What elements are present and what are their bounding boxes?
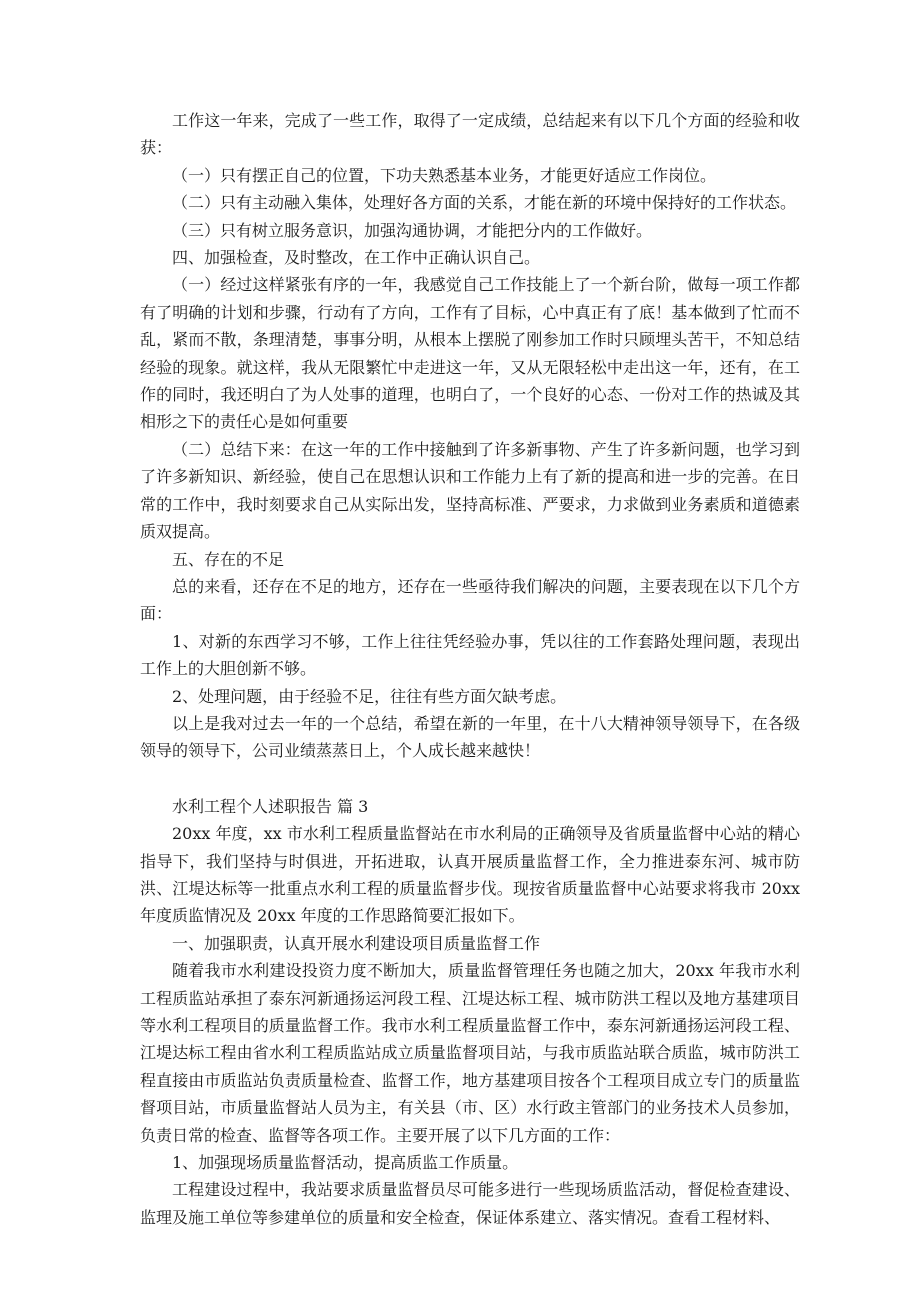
paragraph-five-summary: 总的来看，还存在不足的地方，还存在一些亟待我们解决的问题，主要表现在以下几个方面：: [140, 576, 800, 624]
paragraph-five-2: 2、处理问题，由于经验不足，往往有些方面欠缺考虑。: [172, 686, 567, 706]
heading-one-1: 1、加强现场质量监督活动，提高质监工作质量。: [172, 1153, 519, 1173]
paragraph-four-1: （一）经过这样紧张有序的一年，我感觉自己工作技能上了一个新台阶，做每一项工作都有了明确的计划和步骤，行动有了方向，工作有了目标，心中真正有了底！基本做到了忙而不乱，紧而不散，条理清楚，事事分明，从根本上摆脱了刚参加工作时只顾埋头苦干，不知总结经验的现象。就这样，我从无限繁忙中走进这一年，又从无限轻松中走出这一年，还有，在工作的同时，我还明白了为人处事的道理，也明白了，一个良好的心态、一份对工作的热诚及其相形之下的责任心是如何重要: [140, 275, 800, 432]
document-page: [140, 107, 800, 1231]
heading-four: 四、加强检查，及时整改，在工作中正确认识自己。: [172, 248, 541, 268]
paragraph-onsite: 工程建设过程中，我站要求质量监督员尽可能多进行一些现场质监活动，督促检查建设、监理及施工单位等参建单位的质量和安全检查，保证体系建立、落实情况。查看工程材料、: [140, 1180, 800, 1227]
paragraph-supervision: 随着我市水利建设投资力度不断加大，质量监督管理任务也随之加大，20xx 年我市水利工程质监站承担了泰东河新通扬运河段工程、江堤达标工程、城市防洪工程以及地方基建项目等水利工程项目的质量监督工作。我市水利工程质量监督工作中，泰东河新通扬运河段工程、江堤达标工程由省水利工程质监站成立质量监督项目站，与我市质监站联合质监，城市防洪工程直接由市质监站负责质量检查、监督工作，地方基建项目按各个工程项目成立专门的质量监督项目站，市质量监督站人员为主，有关县（市、区）水行政主管部门的业务技术人员参加，负责日常的检查、监督等各项工作。主要开展了以下几方面的工作：: [140, 961, 800, 1145]
paragraph-item-1: （一）只有摆正自己的位置，下功夫熟悉基本业务，才能更好适应工作岗位。: [172, 165, 717, 185]
heading-one: 一、加强职责，认真开展水利建设项目质量监督工作: [172, 933, 541, 953]
paragraph-five-1: 1、对新的东西学习不够，工作上往往凭经验办事，凭以往的工作套路处理问题，表现出工作上的大胆创新不够。: [140, 631, 800, 679]
paragraph-item-2: （二）只有主动融入集体，处理好各方面的关系，才能在新的环境中保持好的工作状态。: [172, 193, 797, 213]
paragraph-four-2: （二）总结下来：在这一年的工作中接触到了许多新事物、产生了许多新问题，也学习到了许多新知识、新经验，使自己在思想认识和工作能力上有了新的提高和进一步的完善。在日常的工作中，我时刻要求自己从实际出发，坚持高标准、严要求，力求做到业务素质和道德素质双提高。: [140, 439, 800, 542]
paragraph-item-3: （三）只有树立服务意识，加强沟通协调，才能把分内的工作做好。: [172, 220, 653, 240]
heading-five: 五、存在的不足: [172, 549, 285, 569]
section-gap: [140, 765, 800, 793]
paragraph-conclusion: 以上是我对过去一年的一个总结，希望在新的一年里，在十八大精神领导领导下，在各级领导的领导下，公司业绩蒸蒸日上，个人成长越来越快！: [140, 713, 800, 761]
paragraph-annual: 20xx 年度，xx 市水利工程质量监督站在市水利局的正确领导及省质量监督中心站的精心指导下，我们坚持与时俱进，开拓进取，认真开展质量监督工作，全力推进泰东河、城市防洪、江堤达标等一批重点水利工程的质量监督步伐。现按省质量监督中心站要求将我市 20xx 年度质监情况及 20xx 年度的工作思路简要汇报如下。: [140, 824, 800, 926]
paragraph-intro: 工作这一年来，完成了一些工作，取得了一定成绩，总结起来有以下几个方面的经验和收获：: [140, 111, 800, 158]
section-title: 水利工程个人述职报告 篇 3: [172, 796, 369, 816]
